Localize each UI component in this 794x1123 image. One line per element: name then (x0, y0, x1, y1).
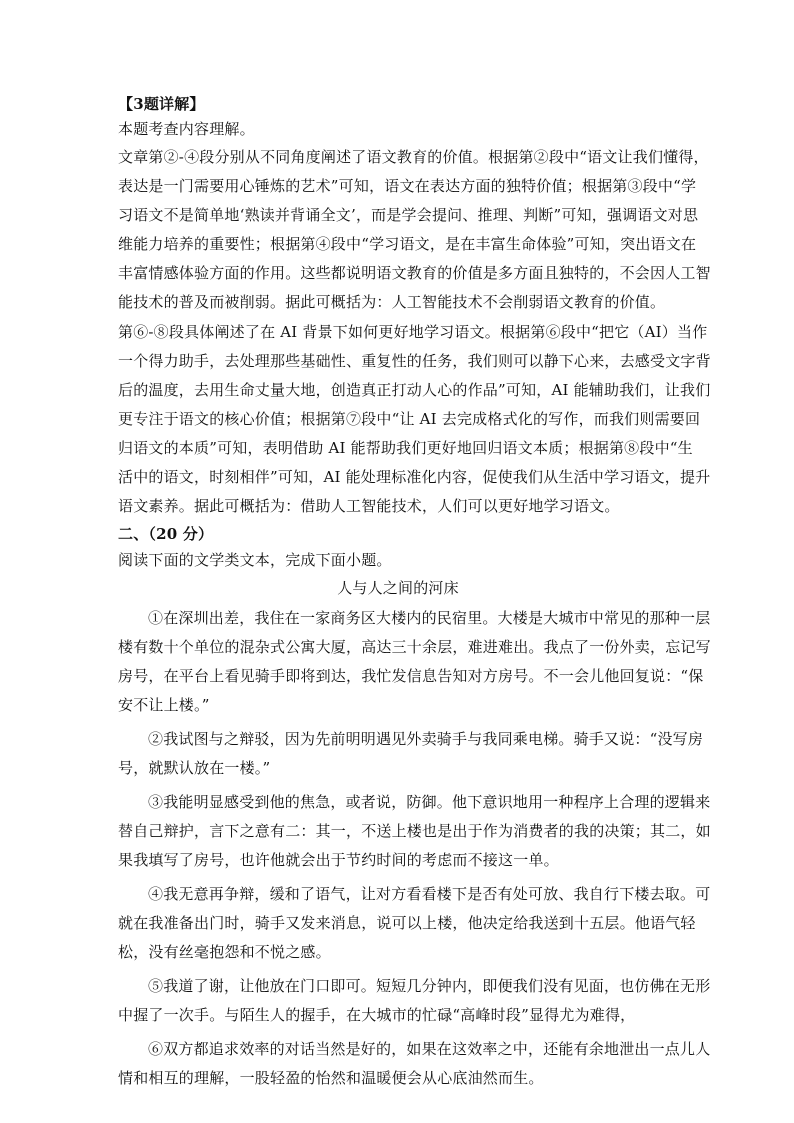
story-body (118, 604, 711, 1093)
section-heading: 【3题详解】 (118, 95, 205, 113)
story-title: 人与人之间的河床 (337, 579, 459, 597)
analysis1-line: 习语文不是简单地‘熟读并背诵全文’，而是学会提问、推理、判断”可知，强调语文对思 (118, 206, 699, 224)
analysis2-line: 一个得力助手，去处理那些基础性、重复性的任务，我们则可以静下心来，去感受文字背 (118, 352, 711, 370)
analysis2-line: 后的温度，去用生命丈量大地，创造真正打动人心的作品”可知，AI 能辅助我们，让我们 (118, 381, 711, 399)
part-two-heading: 二、（20 分） (118, 525, 214, 543)
analysis2-line: 更专注于语文的核心价值；根据第⑦段中“让 AI 去完成格式化的写作，而我们则需要回 (118, 410, 701, 428)
story-line: 松，没有丝毫抱怨和不悦之感。 (118, 943, 331, 961)
story-line: 中握了一次手。与陌生人的握手，在大城市的忙碌“高峰时段”显得尤为难得， (118, 1006, 636, 1024)
analysis2-line: 活中的语文，时刻相伴”可知，AI 能处理标准化内容，促使我们从生活中学习语文，提升 (118, 468, 711, 486)
analysis2-line: 语文素养。据此可概括为：借助人工智能技术，人们可以更好地学习语文。 (118, 497, 620, 515)
analysis1-line: 文章第②-④段分别从不同角度阐述了语文教育的价值。根据第②段中“语文让我们懂得， (118, 148, 709, 166)
story-line: 房号，在平台上看见骑手即将到达，我忙发信息告知对方房号。不一会儿他回复说：“保 (118, 667, 704, 685)
story-line: 情和相互的理解，一股轻盈的怡然和温暖便会从心底油然而生。 (118, 1069, 544, 1087)
intro-line: 本题考查内容理解。 (118, 120, 255, 138)
analysis1-line: 能技术的普及而被削弱。据此可概括为：人工智能技术不会削弱语文教育的价值。 (118, 293, 666, 311)
story-line: 号，就默认放在一楼。” (118, 759, 271, 777)
story-line: 果我填写了房号，也许他就会出于节约时间的考虑而不接这一单。 (118, 851, 559, 869)
analysis1-line: 丰富情感体验方面的作用。这些都说明语文教育的价值是多方面且独特的，不会因人工智 (118, 264, 711, 282)
document-page (118, 92, 711, 1093)
analysis-paragraph-2 (118, 318, 711, 521)
story-line: ④我无意再争辩，缓和了语气，让对方看看楼下是否有处可放、我自行下楼去取。可 (148, 885, 711, 903)
analysis1-line: 表达是一门需要用心锤炼的艺术”可知，语文在表达方面的独特价值；根据第③段中“学 (118, 177, 697, 195)
analysis-paragraph-1 (118, 143, 711, 317)
analysis1-line: 维能力培养的重要性；根据第④段中“学习语文，是在丰富生命体验”可知，突出语文在 (118, 235, 697, 253)
analysis2-line: 归语文的本质”可知，表明借助 AI 能帮助我们更好地回归语文本质；根据第⑧段中“生 (118, 439, 693, 457)
analysis2-line: 第⑥-⑧段具体阐述了在 AI 背景下如何更好地学习语文。根据第⑥段中“把它（AI）当作 (118, 323, 708, 341)
story-line: 替自己辩护，言下之意有二：其一，不送上楼也是出于作为消费者的我的决策；其二，如 (118, 822, 711, 840)
story-line: ①在深圳出差，我住在一家商务区大楼内的民宿里。大楼是大城市中常见的那种一层 (148, 609, 711, 627)
instruction-line: 阅读下面的文学类文本，完成下面小题。 (118, 551, 392, 569)
story-line: 楼有数十个单位的混杂式公寓大厦，高达三十余层，难进难出。我点了一份外卖，忘记写 (118, 638, 711, 656)
story-line: ⑤我道了谢，让他放在门口即可。短短几分钟内，即便我们没有见面，也仿佛在无形 (148, 977, 711, 995)
story-line: 就在我准备出门时，骑手又发来消息，说可以上楼，他决定给我送到十五层。他语气轻 (118, 914, 696, 932)
story-line: 安不让上楼。” (118, 696, 210, 714)
story-line: ⑥双方都追求效率的对话当然是好的，如果在这效率之中，还能有余地泄出一点儿人 (148, 1040, 711, 1058)
story-line: ③我能明显感受到他的焦急，或者说，防御。他下意识地用一种程序上合理的逻辑来 (148, 793, 711, 811)
story-line: ②我试图与之辩驳，因为先前明明遇见外卖骑手与我同乘电梯。骑手又说：“没写房 (148, 730, 704, 748)
